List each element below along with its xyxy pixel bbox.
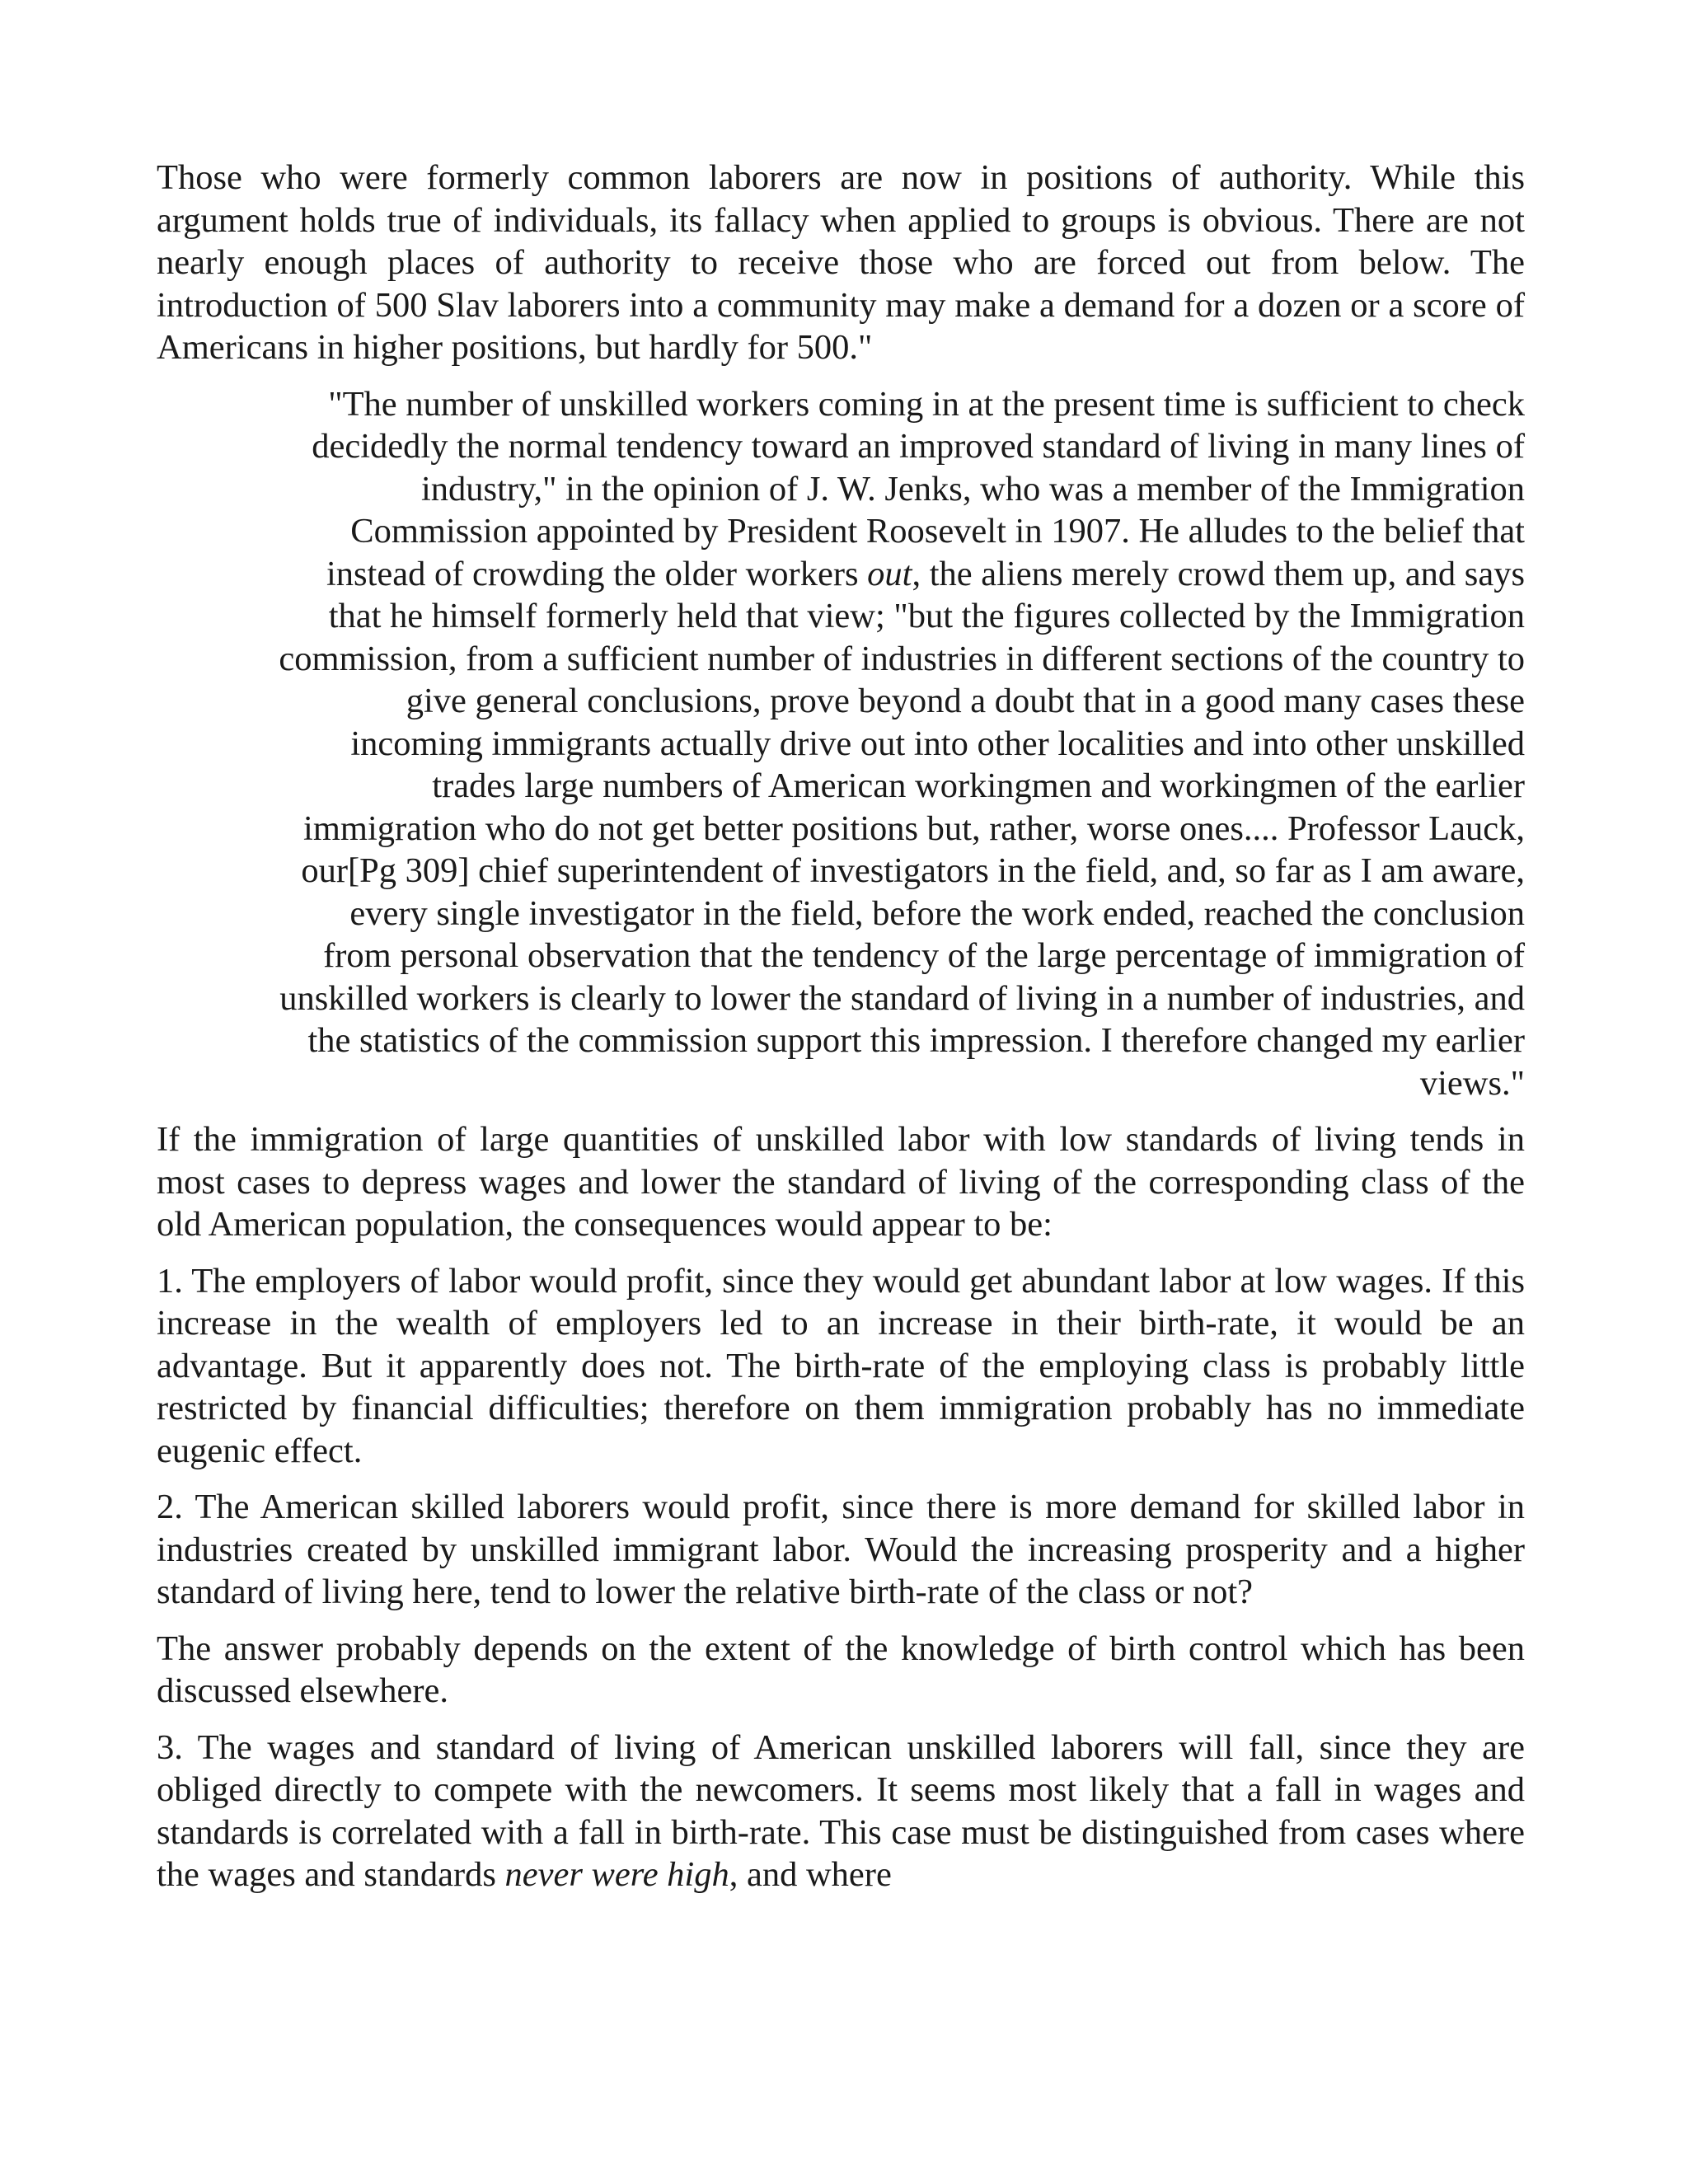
- quote-line: Commission appointed by President Roosevelt in 1907. He alludes to the belief that: [350, 512, 1525, 551]
- quote-line: views.": [1419, 1063, 1525, 1103]
- quote-line: incoming immigrants actually drive out into other localities and into other unskilled: [350, 724, 1525, 763]
- paragraph-point-3-unskilled-laborers: [157, 1727, 1525, 1896]
- paragraph-text: 3. The wages and standard of living of American unskilled laborers will fall, since they are obliged directly to compete with the newcomers. It seems most likely that a fall in wages and standards is correlated with a fall in birth-rate. This case must be distinguished from cases where the wages and standards: [157, 1727, 1525, 1894]
- jenks-quote-block: [157, 383, 1525, 1105]
- quote-line: industry," in the opinion of J. W. Jenks, who was a member of the Immigration: [421, 469, 1525, 509]
- quote-line: every single investigator in the field, before the work ended, reached the conclusion: [349, 893, 1525, 933]
- quote-line: give general conclusions, prove beyond a doubt that in a good many cases these: [406, 682, 1525, 720]
- quote-line: immigration who do not get better positions but, rather, worse ones.... Professor Lauck,: [303, 808, 1525, 848]
- italic-emphasis: out: [867, 554, 912, 593]
- paragraph-text: , and where: [729, 1855, 892, 1894]
- paragraph-authority: Those who were formerly common laborers are now in positions of authority. While this argument holds true of individuals, its fallacy when applied to groups is obvious. There are not nearly enough places of authority to receive those who are forced out from below. The introduction of 500 Slav laborers into a community may make a demand for a dozen or a score of Americans in higher positions, but hardly for 500.": [157, 158, 1525, 367]
- quote-line: "The number of unskilled workers coming in at the present time is sufficient to check: [328, 384, 1525, 424]
- paragraph-point-1-employers: 1. The employers of labor would profit, since they would get abundant labor at low wages. If this increase in the wealth of employers led to an increase in their birth-rate, it would be an advantage. But it apparently does not. The birth-rate of the employing class is probably little restricted by financial difficulties; therefore on them immigration probably has no immediate eugenic effect.: [157, 1261, 1525, 1470]
- quote-text: , the aliens merely crowd them up, and says: [912, 554, 1525, 593]
- quote-line: the statistics of the commission support this impression. I therefore changed my earlier: [307, 1021, 1525, 1060]
- quote-line: that he himself formerly held that view; "but the figures collected by the Immigration: [328, 597, 1525, 635]
- quote-line: decidedly the normal tendency toward an improved standard of living in many lines of: [312, 427, 1525, 466]
- quote-text: instead of crowding the older workers: [326, 554, 868, 593]
- quote-line: from personal observation that the tendency of the large percentage of immigration of: [323, 936, 1525, 975]
- paragraph-consequences-intro: If the immigration of large quantities of unskilled labor with low standards of living tends in most cases to depress wages and lower the standard of living of the corresponding class of the old American population, the consequences would appear to be:: [157, 1120, 1525, 1244]
- quote-line: commission, from a sufficient number of industries in different sections of the country to: [279, 639, 1525, 678]
- quote-line: our[Pg 309] chief superintendent of investigators in the field, and, so far as I am aware,: [301, 851, 1525, 890]
- paragraph-birth-control-answer: The answer probably depends on the extent of the knowledge of birth control which has been discussed elsewhere.: [157, 1629, 1525, 1710]
- quote-line: trades large numbers of American workingmen and workingmen of the earlier: [432, 766, 1525, 805]
- quote-line: unskilled workers is clearly to lower the standard of living in a number of industries, and: [279, 978, 1525, 1018]
- paragraph-point-2-skilled-laborers: 2. The American skilled laborers would profit, since there is more demand for skilled labor in industries created by unskilled immigrant labor. Would the increasing prosperity and a higher standard of living here, tend to lower the relative birth-rate of the class or not?: [157, 1488, 1525, 1611]
- document-page: [157, 157, 1525, 1910]
- quote-line: [157, 553, 1525, 596]
- italic-emphasis: never were high: [504, 1855, 729, 1894]
